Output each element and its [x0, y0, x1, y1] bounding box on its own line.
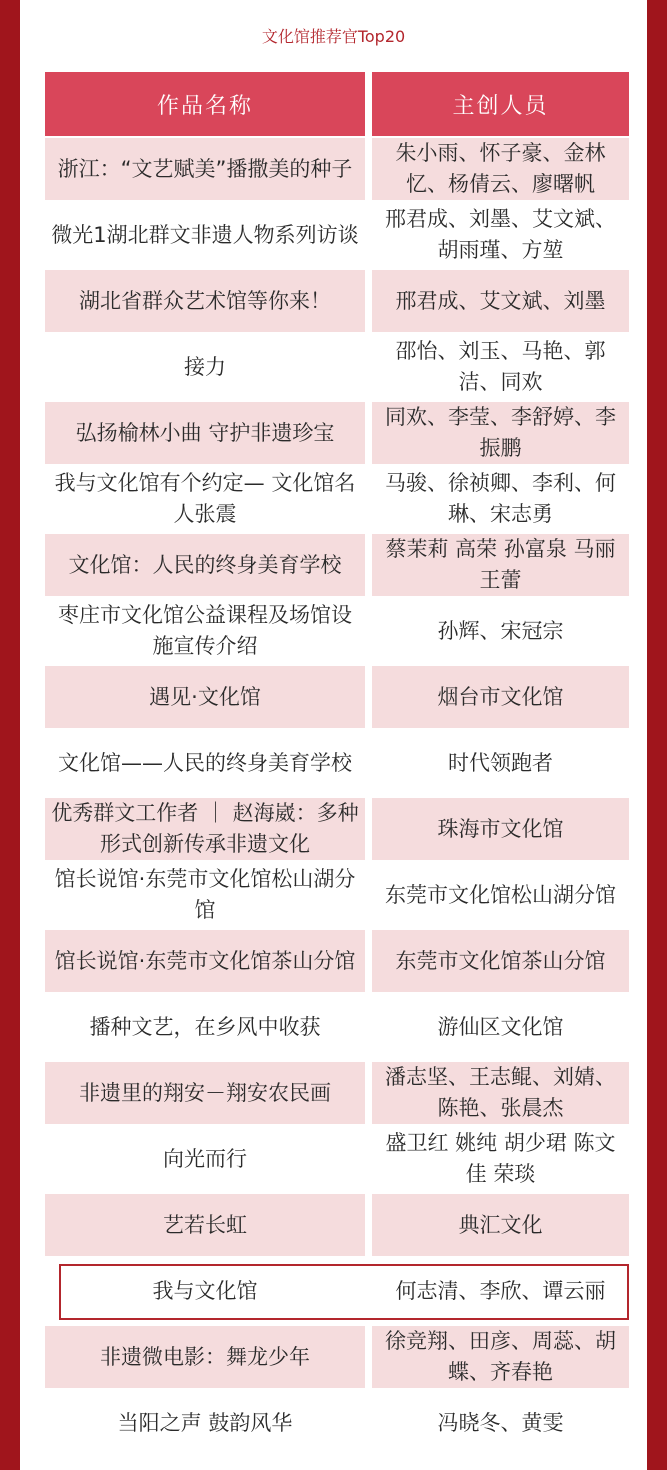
work-title-cell: 遇见·文化馆 — [45, 666, 365, 728]
table-row — [45, 598, 629, 664]
creators-cell: 潘志坚、王志鲲、刘婧、陈艳、张晨杰 — [372, 1062, 629, 1124]
work-title-cell: 馆长说馆·东莞市文化馆茶山分馆 — [45, 930, 365, 992]
creators-cell: 蔡茉莉 高荣 孙富泉 马丽 王蕾 — [372, 534, 629, 596]
table-row — [45, 862, 629, 928]
creators-cell: 朱小雨、怀子豪、金林忆、杨倩云、廖曙帆 — [372, 138, 629, 200]
table-row — [45, 1060, 629, 1126]
creators-cell: 徐竞翔、田彦、周蕊、胡蝶、齐春艳 — [372, 1326, 629, 1388]
table-row — [45, 994, 629, 1060]
work-title-cell: 优秀群文工作者 ｜ 赵海崴：多种形式创新传承非遗文化 — [45, 798, 365, 860]
work-title-cell: 浙江：“文艺赋美”播撒美的种子 — [45, 138, 365, 200]
table-row — [45, 202, 629, 268]
table-row — [45, 1390, 629, 1456]
work-title-cell: 文化馆：人民的终身美育学校 — [45, 534, 365, 596]
work-title-cell: 湖北省群众艺术馆等你来！ — [45, 270, 365, 332]
creators-cell: 游仙区文化馆 — [437, 1014, 564, 1039]
work-title-cell: 我与文化馆 — [152, 1278, 258, 1303]
table-row — [45, 796, 629, 862]
table-row — [45, 466, 629, 532]
ranking-table — [45, 72, 629, 1456]
creators-cell: 盛卫红 姚纯 胡少珺 陈文佳 荣琰 — [385, 1131, 616, 1186]
creators-cell: 冯晓冬、黄雯 — [437, 1410, 564, 1435]
creators-cell: 珠海市文化馆 — [372, 798, 629, 860]
table-row — [45, 268, 629, 334]
left-border-bar — [0, 0, 20, 1470]
creators-cell: 时代领跑者 — [448, 750, 553, 775]
table-row — [45, 730, 629, 796]
creators-cell: 东莞市文化馆茶山分馆 — [372, 930, 629, 992]
creators-cell: 孙辉、宋冠宗 — [437, 618, 564, 643]
header-work-title: 作品名称 — [45, 72, 365, 136]
table-row — [45, 334, 629, 400]
creators-cell: 邵怡、刘玉、马艳、郭洁、同欢 — [395, 339, 606, 394]
table-header — [45, 72, 629, 136]
work-title-cell: 向光而行 — [163, 1146, 247, 1171]
work-title-cell: 非遗里的翔安－翔安农民画 — [45, 1062, 365, 1124]
table-row — [45, 1324, 629, 1390]
table-row — [45, 928, 629, 994]
creators-cell: 东莞市文化馆松山湖分馆 — [385, 882, 616, 907]
table-row — [45, 400, 629, 466]
creators-cell: 烟台市文化馆 — [372, 666, 629, 728]
creators-cell: 典汇文化 — [372, 1194, 629, 1256]
right-border-bar — [647, 0, 667, 1470]
work-title-cell: 馆长说馆·东莞市文化馆松山湖分馆 — [54, 867, 356, 922]
page-title: 文化馆推荐官Top20 — [261, 27, 406, 46]
work-title-cell: 播种文艺，在乡风中收获 — [89, 1014, 321, 1039]
work-title-cell: 艺若长虹 — [45, 1194, 365, 1256]
work-title-cell: 我与文化馆有个约定— 文化馆名人张震 — [54, 471, 356, 526]
work-title-cell: 文化馆——人民的终身美育学校 — [58, 750, 352, 775]
table-row — [45, 136, 629, 202]
work-title-cell: 非遗微电影：舞龙少年 — [45, 1326, 365, 1388]
creators-cell: 马骏、徐祯卿、李利、何琳、宋志勇 — [385, 471, 616, 526]
table-row — [45, 664, 629, 730]
work-title-cell: 当阳之声 鼓韵风华 — [117, 1410, 293, 1435]
table-row — [45, 1126, 629, 1192]
table-row — [45, 1258, 629, 1324]
creators-cell: 邢君成、刘墨、艾文斌、胡雨瑾、方堃 — [385, 207, 616, 262]
table-row — [45, 532, 629, 598]
work-title-cell: 枣庄市文化馆公益课程及场馆设施宣传介绍 — [58, 603, 352, 658]
header-creators: 主创人员 — [372, 72, 629, 136]
work-title-cell: 接力 — [184, 354, 226, 379]
creators-cell: 邢君成、艾文斌、刘墨 — [372, 270, 629, 332]
creators-cell: 同欢、李莹、李舒婷、李振鹏 — [372, 402, 629, 464]
work-title-cell: 微光1湖北群文非遗人物系列访谈 — [51, 222, 359, 247]
creators-cell: 何志清、李欣、谭云丽 — [395, 1278, 606, 1303]
table-row — [45, 1192, 629, 1258]
work-title-cell: 弘扬榆林小曲 守护非遗珍宝 — [45, 402, 365, 464]
table-body — [45, 136, 629, 1456]
